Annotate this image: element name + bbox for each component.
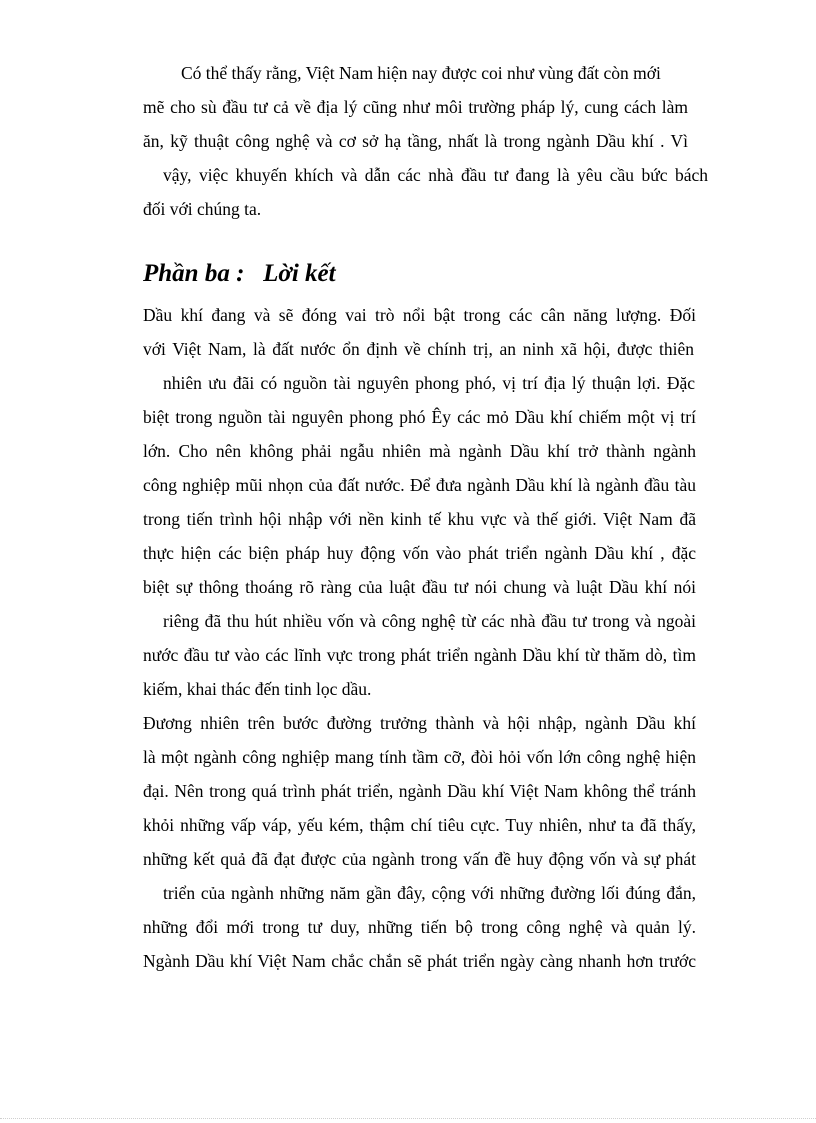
text-line: với Việt Nam, là đất nước ổn định về chính trị, an ninh xã hội, được thiên [143, 339, 694, 359]
text-line: thực hiện các biện pháp huy động vốn vào phát triển ngành Dầu khí , đặc [143, 543, 696, 563]
text-line: là một ngành công nghiệp mang tính tầm cỡ, đòi hỏi vốn lớn công nghệ hiện [143, 747, 696, 767]
text-line: Dầu khí đang và sẽ đóng vai trò nổi bật trong các cân năng lượng. Đối [143, 305, 696, 325]
text-line: những đổi mới trong tư duy, những tiến bộ trong công nghệ và quản lý. [143, 917, 696, 937]
text-line: riêng đã thu hút nhiều vốn và công nghệ từ các nhà đầu tư trong và ngoài [163, 611, 696, 631]
text-line: mẽ cho sù đầu tư cả về địa lý cũng như môi trường pháp lý, cung cách làm [143, 97, 688, 117]
text-line: ăn, kỹ thuật công nghệ và cơ sở hạ tầng, nhất là trong ngành Dầu khí . Vì [143, 131, 688, 151]
text-line: Ngành Dầu khí Việt Nam chắc chắn sẽ phát triển ngày càng nhanh hơn trước [143, 951, 696, 971]
text-line: những kết quả đã đạt được của ngành trong vấn đề huy động vốn và sự phát [143, 849, 696, 869]
text-line: Có thể thấy rằng, Việt Nam hiện nay được coi như vùng đất còn mới [181, 63, 661, 83]
text-line: nhiên ưu đãi có nguồn tài nguyên phong phó, vị trí địa lý thuận lợi. Đặc [163, 373, 695, 393]
text-line: Đương nhiên trên bước đường trưởng thành và hội nhập, ngành Dầu khí [143, 713, 696, 733]
page-bottom-divider [0, 1118, 816, 1119]
text-line: trong tiến trình hội nhập với nền kinh tế khu vực và thế giới. Việt Nam đã [143, 509, 696, 529]
text-line: lớn. Cho nên không phải ngẫu nhiên mà ngành Dầu khí trở thành ngành [143, 441, 696, 461]
text-line: triển của ngành những năm gần đây, cộng với những đường lối đúng đắn, [163, 883, 696, 903]
text-line: nước đầu tư vào các lĩnh vực trong phát triển ngành Dầu khí từ thăm dò, tìm [143, 645, 696, 665]
text-line: biệt sự thông thoáng rõ ràng của luật đầu tư nói chung và luật Dầu khí nói [143, 577, 696, 597]
text-line: đại. Nên trong quá trình phát triển, ngành Dầu khí Việt Nam không thể tránh [143, 781, 696, 801]
text-line: vậy, việc khuyến khích và dẫn các nhà đầu tư đang là yêu cầu bức bách [163, 165, 708, 185]
text-line: biệt trong nguồn tài nguyên phong phó Êy các mỏ Dầu khí chiếm một vị trí [143, 407, 696, 427]
text-line: công nghiệp mũi nhọn của đất nước. Để đưa ngành Dầu khí là ngành đầu tàu [143, 475, 696, 495]
text-line: khỏi những vấp váp, yếu kém, thậm chí tiêu cực. Tuy nhiên, như ta đã thấy, [143, 815, 696, 835]
text-line: đối với chúng ta. [143, 199, 262, 219]
text-line: kiếm, khai thác đến tinh lọc dầu. [143, 679, 372, 699]
section-heading: Phần ba : Lời kết [143, 260, 336, 287]
